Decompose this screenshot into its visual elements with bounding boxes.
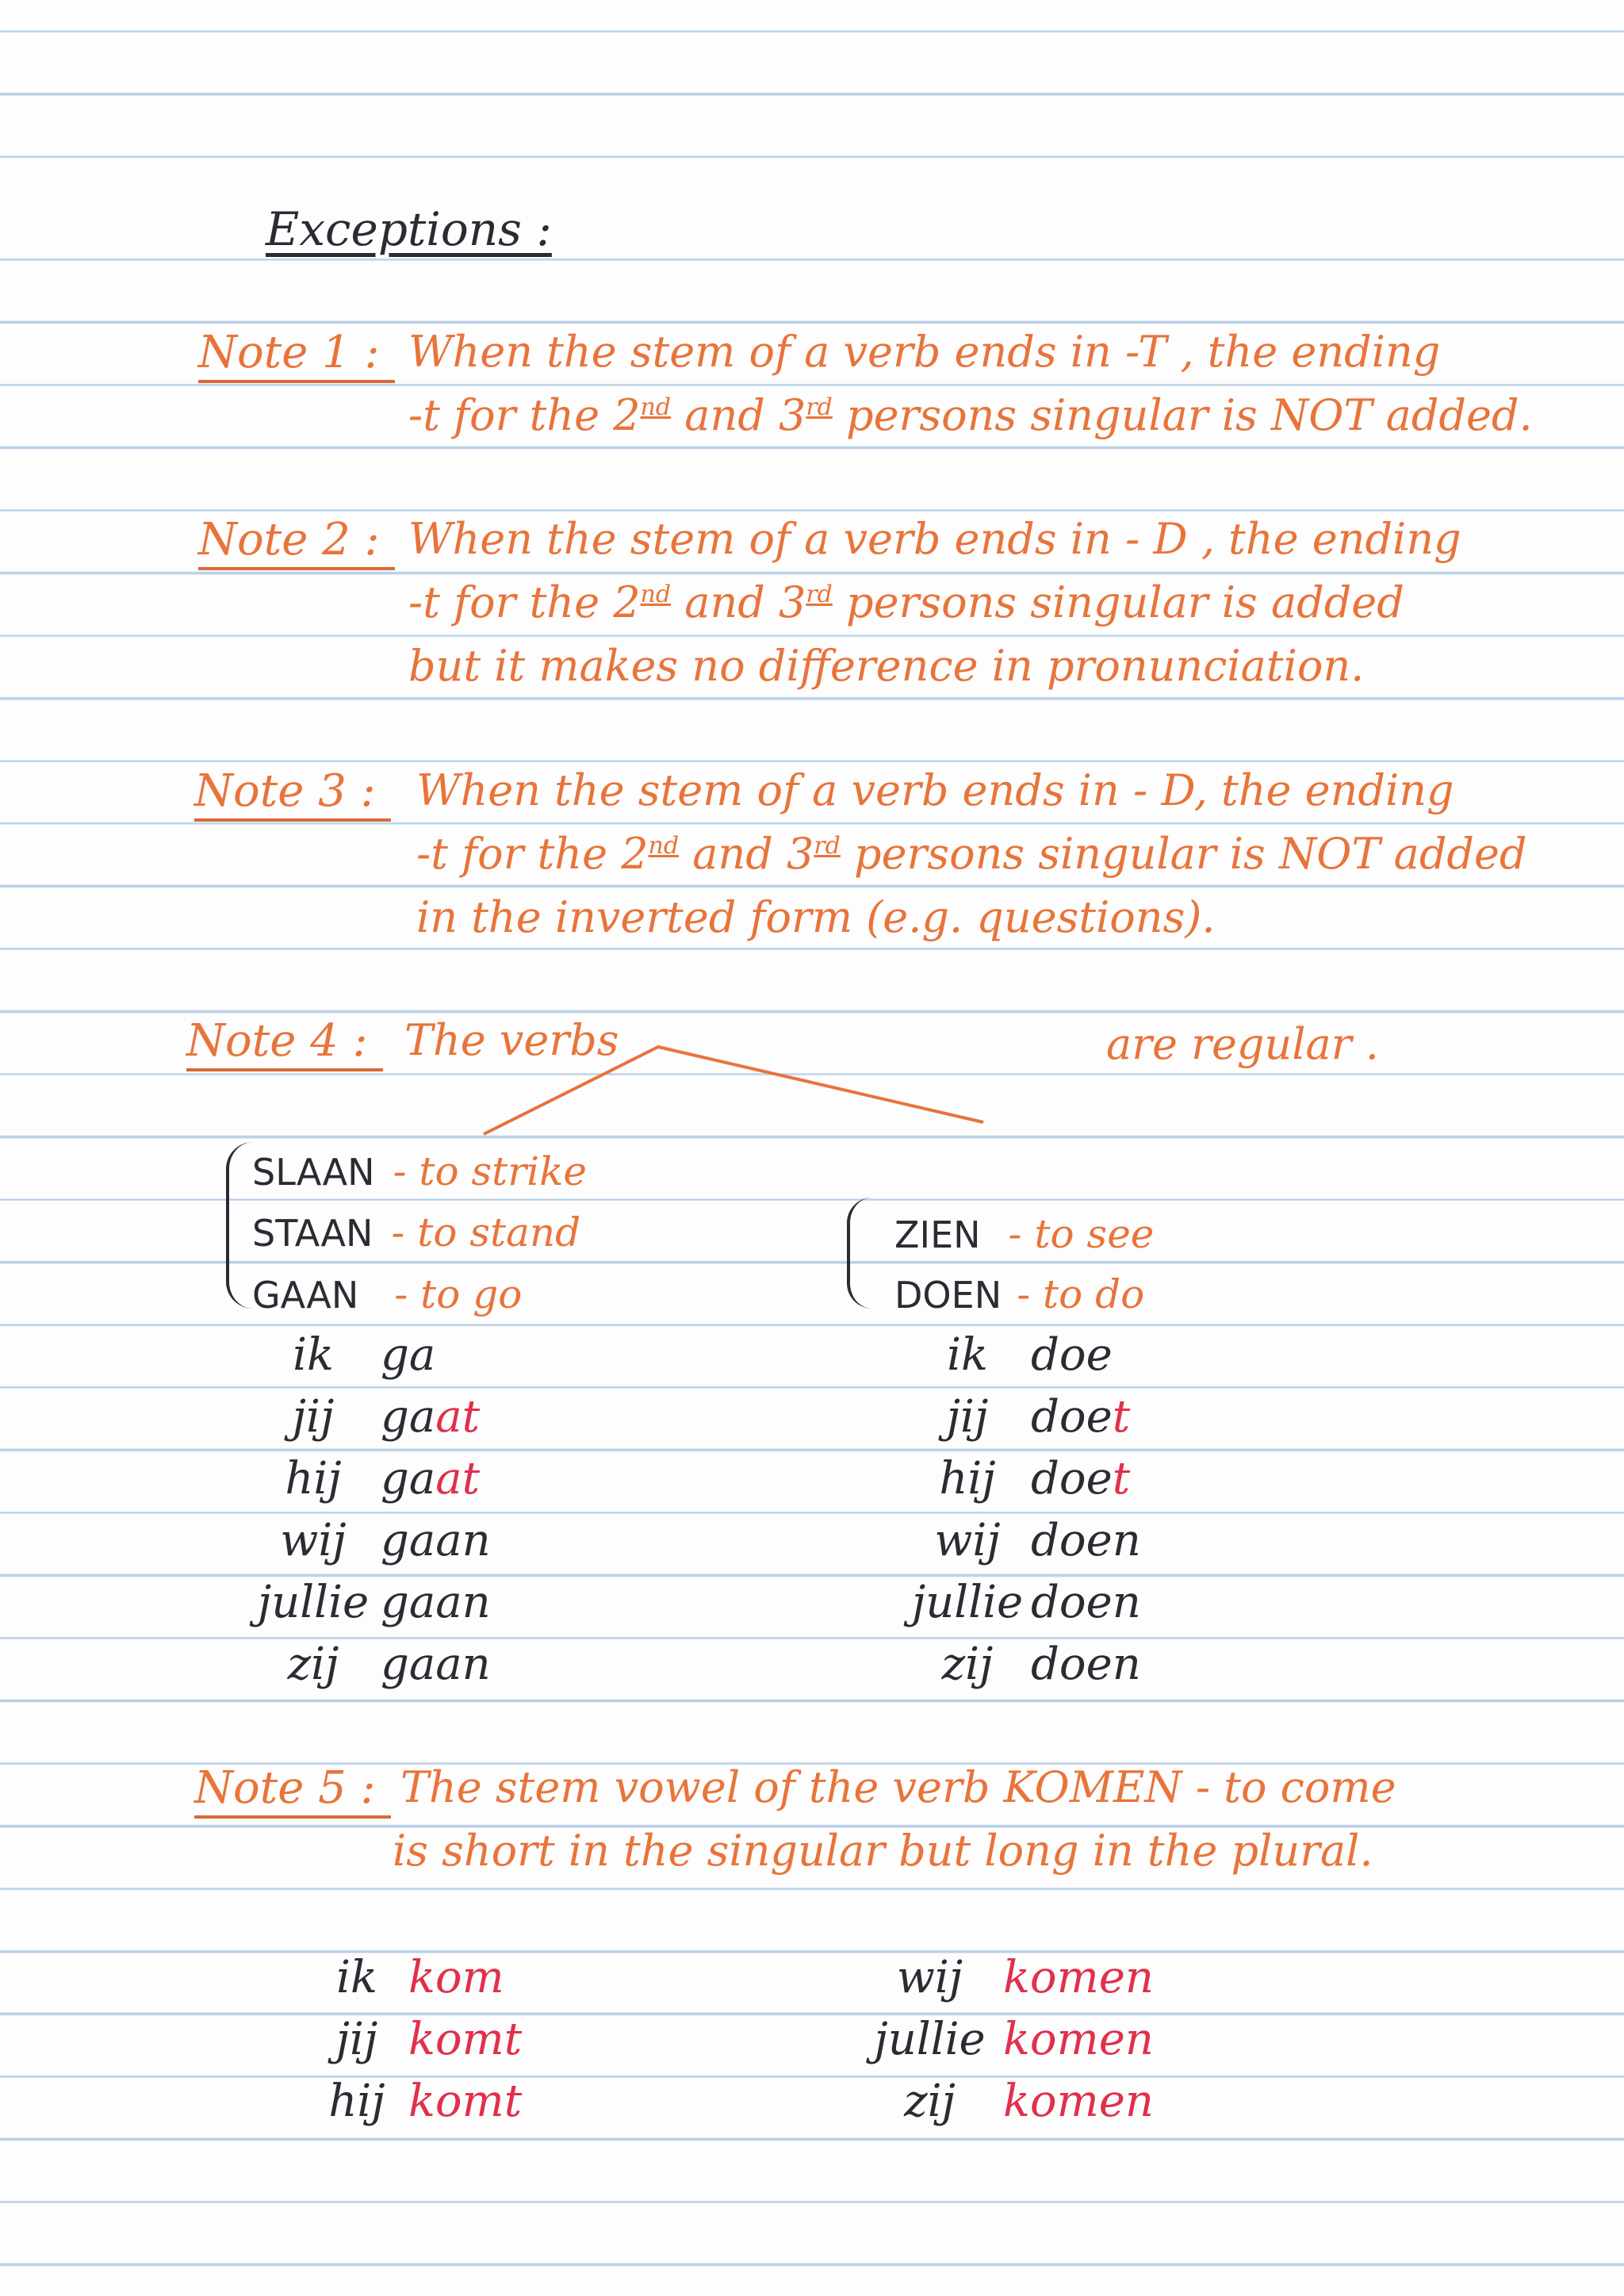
right-verb-brace (847, 1198, 872, 1309)
komen-plural (856, 1947, 1154, 2133)
note-2-label: Note 2 : (198, 514, 380, 565)
doen-row: ik doe (947, 1329, 1113, 1381)
right-verb-row-1 (894, 1211, 1154, 1257)
right-verb-row-2 (894, 1271, 1144, 1317)
note-3-line-2: -t for the 2nd and 3rd persons singular is NOT added (416, 829, 1527, 879)
note-2-line-2: -t for the 2nd and 3rd persons singular is added (408, 577, 1404, 627)
note-1-line-1: When the stem of a verb ends in -T , the ending (408, 327, 1441, 377)
komen-singular-row: ik kom (336, 1952, 504, 2003)
note-1-line-2: -t for the 2nd and 3rd persons singular is NOT added. (408, 390, 1533, 440)
gaan-row: hij gaat (285, 1453, 481, 1504)
note-1-label: Note 1 : (198, 327, 380, 378)
verb-gaan: GAAN (252, 1274, 359, 1317)
verb-zien: ZIEN (894, 1213, 981, 1256)
left-verb-row-3 (252, 1271, 522, 1317)
note-3-line-1: When the stem of a verb ends in - D, the ending (416, 765, 1454, 815)
gaan-row: wij gaan (280, 1515, 491, 1566)
komen-plural-row: zij komen (904, 2076, 1154, 2127)
note-3-label: Note 3 : (194, 765, 376, 817)
meaning-slaan: - to strike (393, 1148, 588, 1194)
gaan-row: zij gaan (287, 1639, 491, 1690)
left-verb-brace (226, 1142, 253, 1309)
komen-singular (305, 1947, 522, 2133)
komen-plural-row: wij komen (896, 1952, 1154, 2003)
left-verb-row-2 (252, 1209, 580, 1255)
doen-row: jullie doen (911, 1577, 1141, 1628)
verb-slaan: SLAAN (252, 1151, 375, 1194)
gaan-row: jij gaat (292, 1391, 481, 1443)
gaan-conjugation (246, 1324, 491, 1696)
note-5-line-2: is short in the singular but long in the plural. (393, 1826, 1373, 1876)
note-2-line-3: but it makes no difference in pronunciation. (408, 641, 1365, 691)
komen-singular-row: jij komt (335, 2014, 523, 2065)
note-4-bracket-lines (476, 1031, 999, 1142)
gaan-row: jullie gaan (257, 1577, 491, 1628)
doen-row: wij doen (934, 1515, 1141, 1566)
note-3-line-3: in the inverted form (e.g. questions). (416, 892, 1216, 942)
note-2-line-1: When the stem of a verb ends in - D , the ending (408, 514, 1461, 564)
komen-plural-row: jullie komen (874, 2014, 1154, 2065)
note-4-outro: are regular . (1106, 1019, 1379, 1069)
meaning-gaan: - to go (394, 1271, 523, 1317)
gaan-row: ik ga (293, 1329, 436, 1381)
note-4-label: Note 4 : (186, 1015, 368, 1067)
left-verb-row-1 (252, 1148, 587, 1194)
doen-conjugation (904, 1324, 1141, 1696)
note-5-label: Note 5 : (194, 1762, 376, 1814)
doen-row: zij doen (941, 1639, 1141, 1690)
doen-row: hij doet (939, 1453, 1131, 1504)
meaning-staan: - to stand (391, 1209, 581, 1255)
doen-row: jij doet (946, 1391, 1131, 1443)
komen-singular-row: hij komt (328, 2076, 523, 2127)
verb-staan: STAAN (252, 1212, 373, 1255)
note-5-line-1: The stem vowel of the verb KOMEN - to come (400, 1762, 1396, 1812)
note-4-intro: The verbs (404, 1015, 619, 1065)
meaning-doen: - to do (1017, 1271, 1145, 1317)
verb-doen: DOEN (894, 1274, 1002, 1317)
meaning-zien: - to see (1008, 1211, 1155, 1257)
page-heading: Exceptions : (266, 202, 552, 256)
